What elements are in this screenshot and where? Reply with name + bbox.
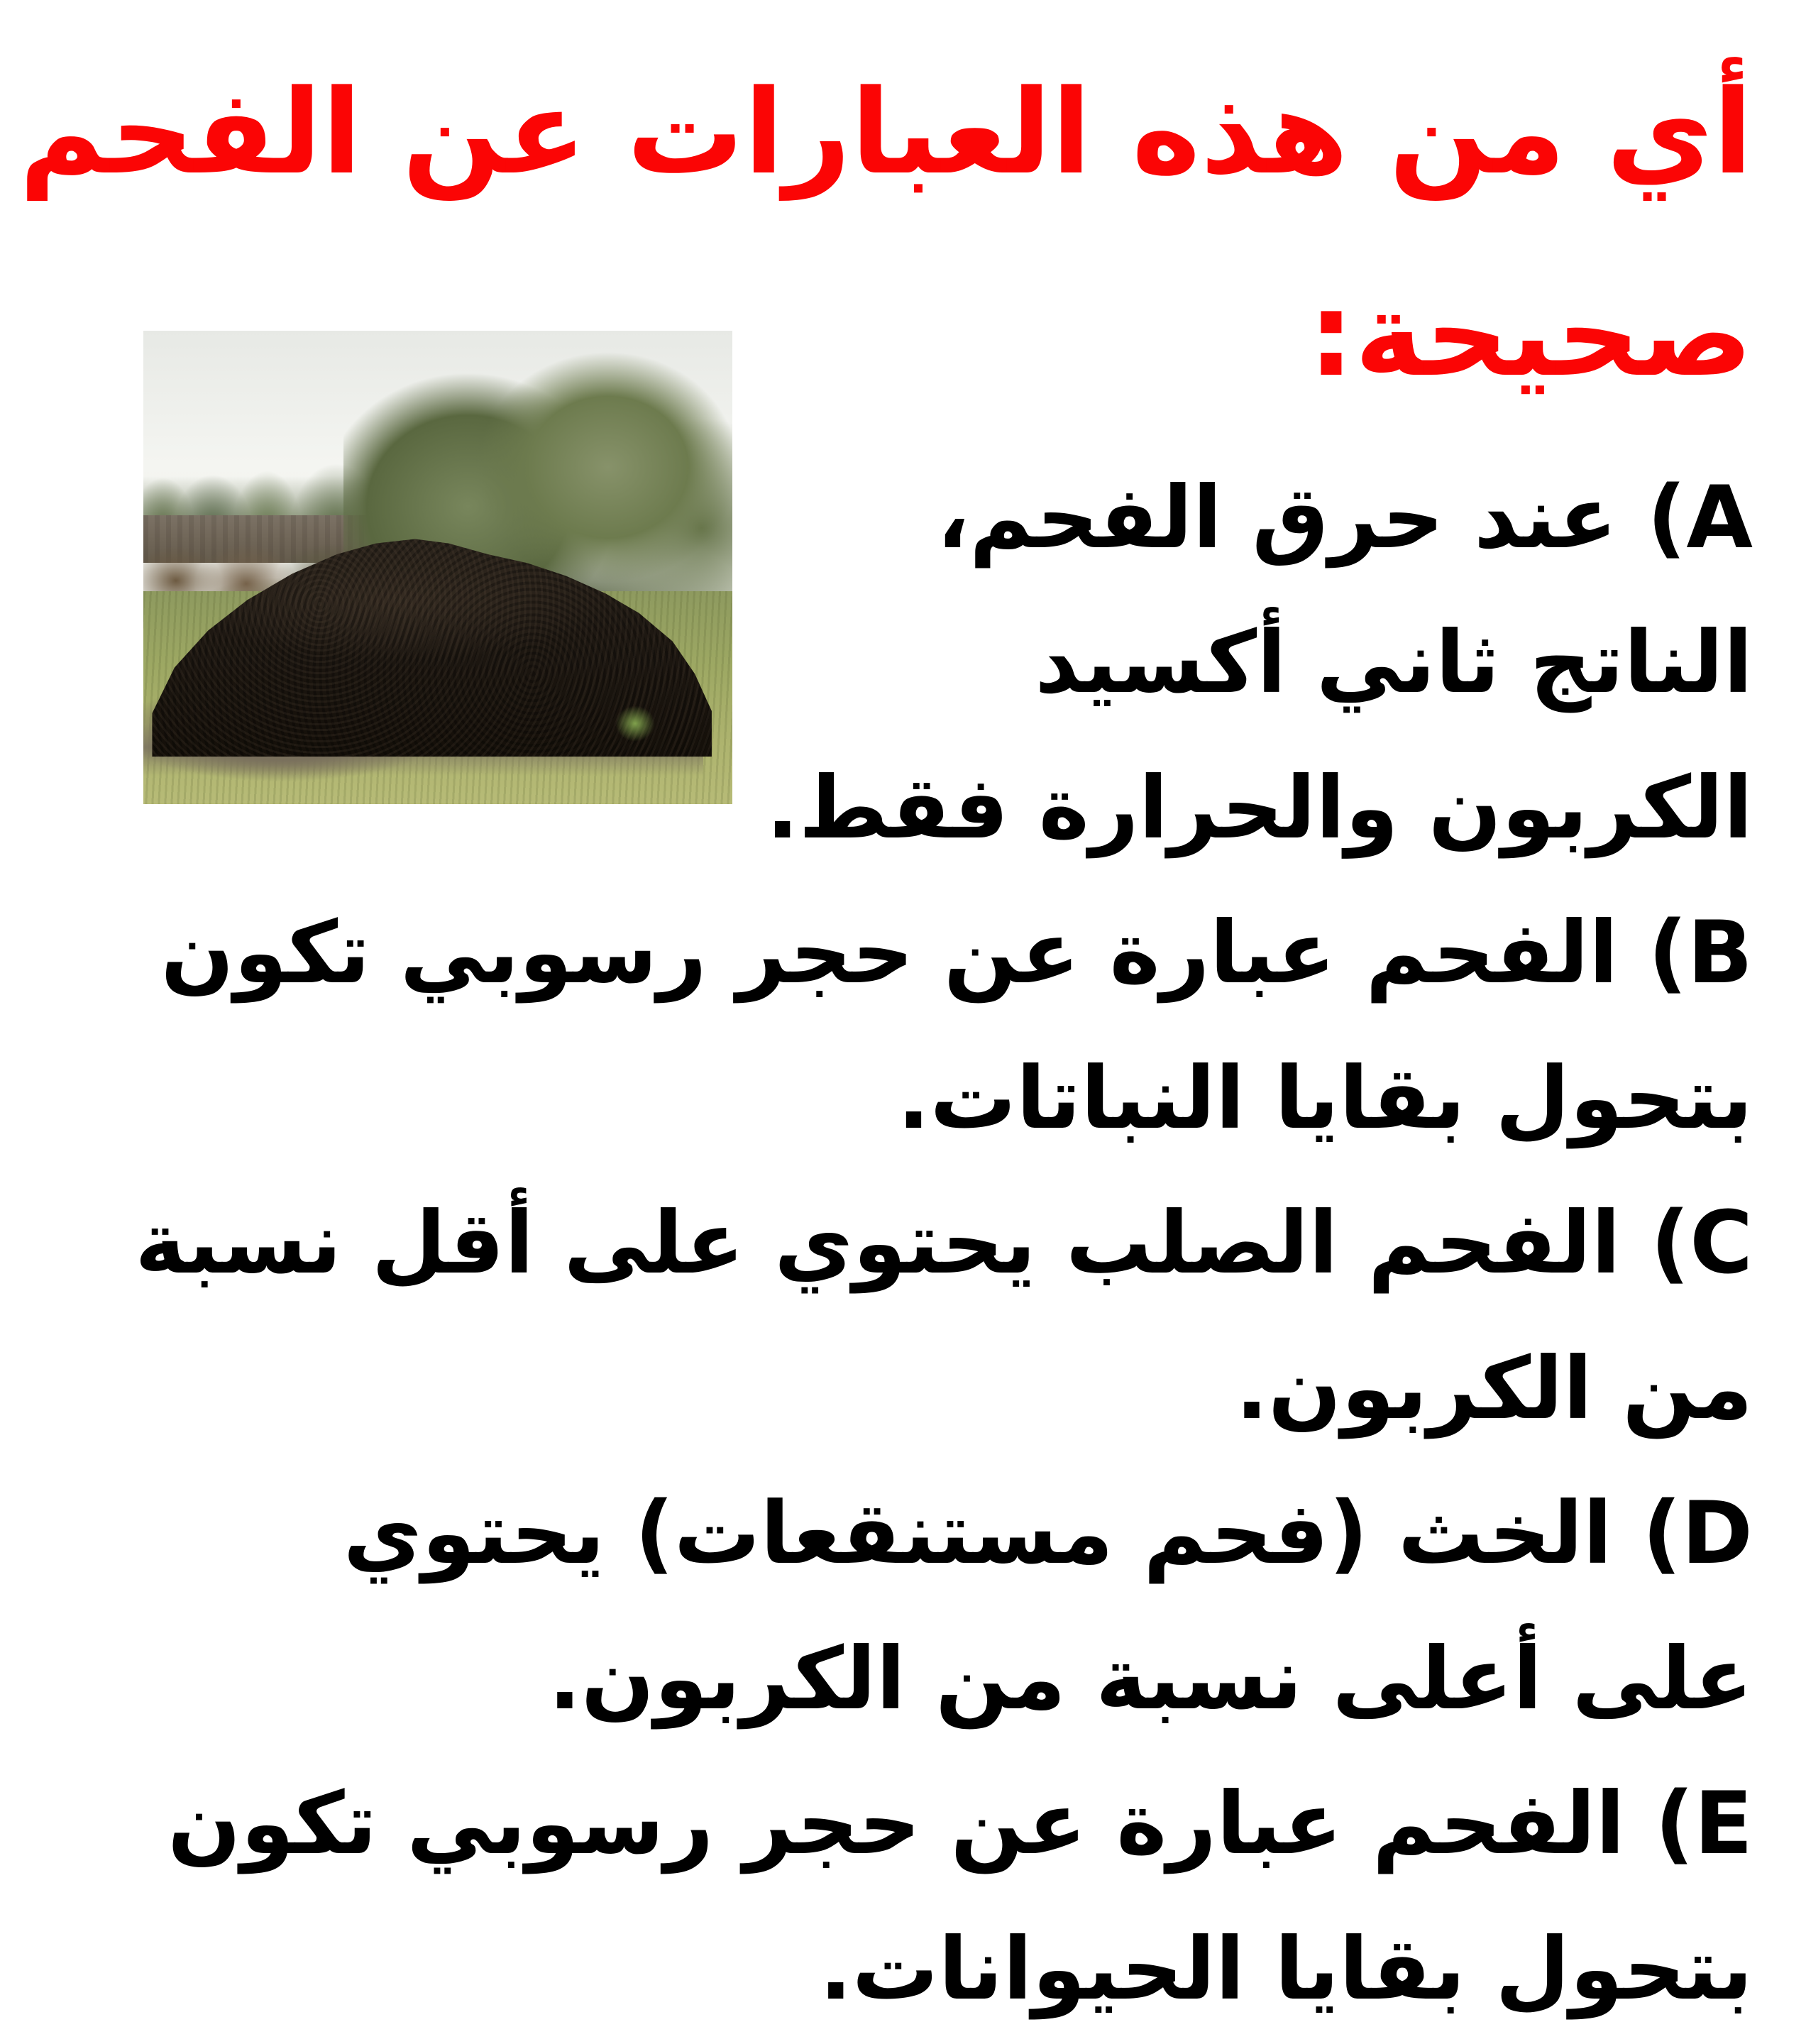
option-b: B) الفحم عبارة عن حجر رسوبي تكون بتحول بقايا النباتات. (160, 903, 1753, 1148)
option-d: D) الخث (فحم مستنقعات) يحتوي على أعلى نسبة من الكربون. (343, 1483, 1753, 1729)
answer-options (135, 446, 1753, 2042)
question-title-line2: صحيحة: (1308, 267, 1753, 403)
option-a: A) عند حرق الفحم، الناتج ثاني أكسيد الكربون والحرارة فقط. (766, 468, 1753, 858)
option-e: E) الفحم عبارة عن حجر رسوبي تكون بتحول بقايا الحيوانات. (167, 1774, 1753, 2019)
question-title-line1: أي من هذه العبارات عن الفحم (19, 65, 1753, 200)
option-c: C) الفحم الصلب يحتوي على أقل نسبة من الكربون. (135, 1193, 1753, 1439)
